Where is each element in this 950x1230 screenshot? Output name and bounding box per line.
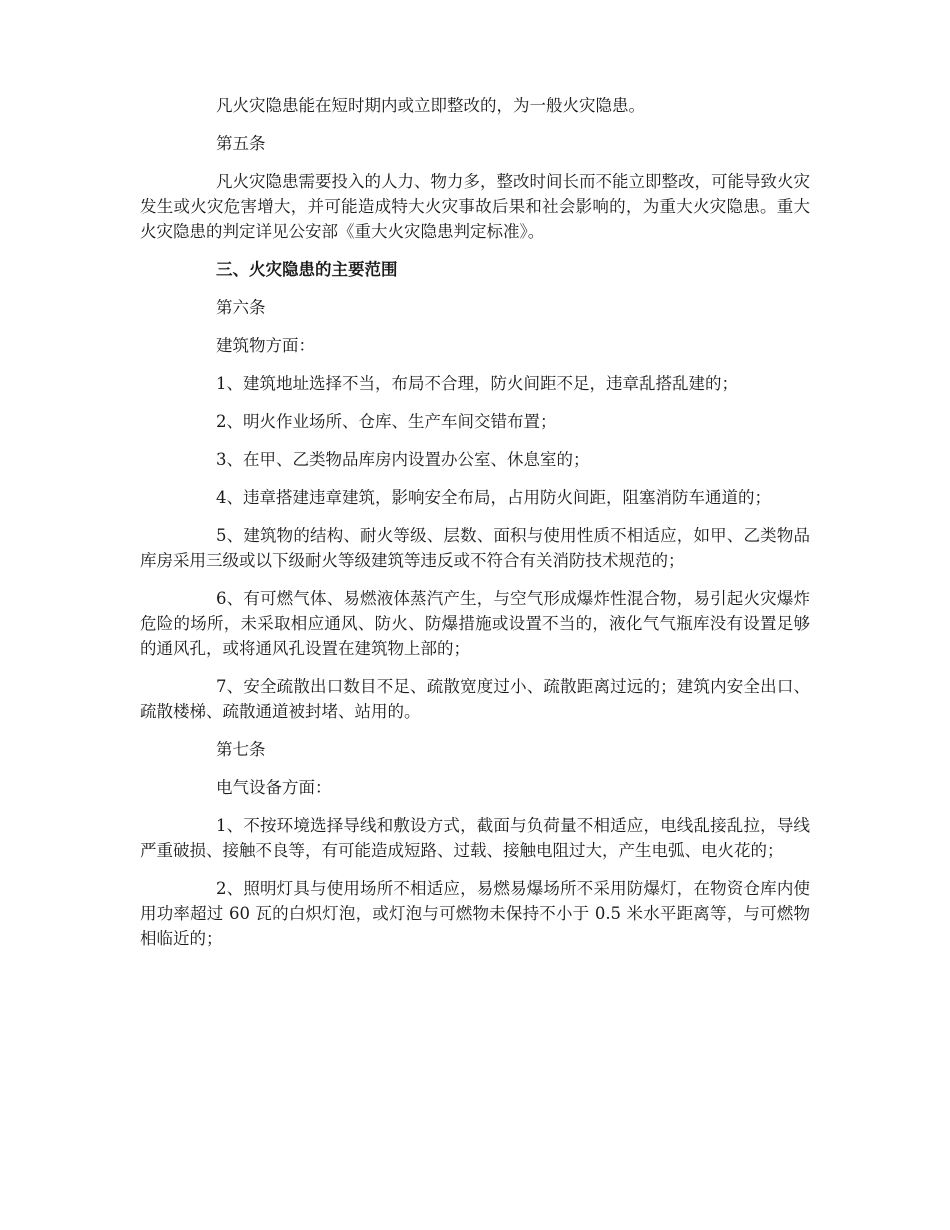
subsection-label: 电气设备方面：: [216, 778, 332, 797]
list-item: 5、建筑物的结构、耐火等级、层数、面积与使用性质不相适应，如甲、乙类物品库房采用三级或以下级耐火等级建筑等违反或不符合有关消防技术规范的；: [140, 526, 810, 570]
paragraph: 凡火灾隐患需要投入的人力、物力多，整改时间长而不能立即整改，可能导致火灾发生或火灾危害增大，并可能造成特大火灾事故后果和社会影响的，为重大火灾隐患。重大火灾隐患的判定详见公安部《重大火灾隐患判定标准》。: [140, 172, 810, 241]
list-item: 2、照明灯具与使用场所不相适应，易燃易爆场所不采用防爆灯，在物资仓库内使用功率超过 60 瓦的白炽灯泡，或灯泡与可燃物未保持不小于 0.5 米水平距离等，与可燃物相临近的；: [140, 879, 810, 948]
list-item: 7、安全疏散出口数目不足、疏散宽度过小、疏散距离过远的；建筑内安全出口、疏散楼梯、疏散通道被封堵、站用的。: [140, 677, 810, 721]
list-item: 2、明火作业场所、仓库、生产车间交错布置；: [216, 412, 557, 431]
article-label: 第七条: [216, 740, 266, 759]
paragraph: 凡火灾隐患能在短时期内或立即整改的，为一般火灾隐患。: [216, 96, 645, 115]
article-label: 第五条: [216, 134, 266, 153]
article-label: 第六条: [216, 298, 266, 317]
list-item: 3、在甲、乙类物品库房内设置办公室、休息室的；: [216, 450, 590, 469]
list-item: 1、不按环境选择导线和敷设方式，截面与负荷量不相适应，电线乱接乱拉，导线严重破损、接触不良等，有可能造成短路、过载、接触电阻过大，产生电弧、电火花的；: [140, 816, 810, 860]
section-heading: 三、火灾隐患的主要范围: [216, 260, 398, 279]
list-item: 1、建筑地址选择不当，布局不合理，防火间距不足，违章乱搭乱建的；: [216, 374, 738, 393]
document-body: [140, 93, 810, 964]
subsection-label: 建筑物方面：: [216, 336, 315, 355]
list-item: 6、有可燃气体、易燃液体蒸汽产生，与空气形成爆炸性混合物，易引起火灾爆炸危险的场所，未采取相应通风、防火、防爆措施或设置不当的，液化气气瓶库没有设置足够的通风孔，或将通风孔设置在建筑物上部的；: [140, 589, 810, 658]
list-item: 4、违章搭建违章建筑，影响安全布局，占用防火间距，阻塞消防车通道的；: [216, 488, 771, 507]
